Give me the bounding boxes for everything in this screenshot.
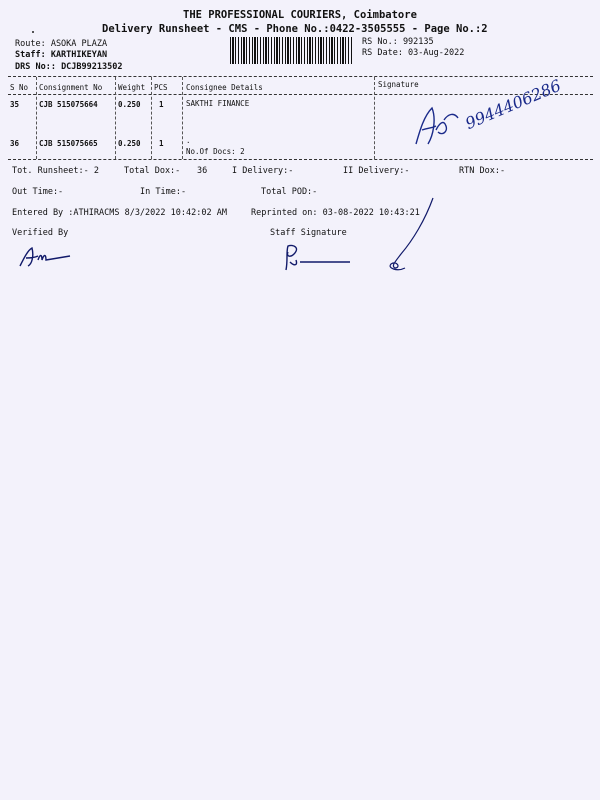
col-header-consignment: Consignment No (39, 83, 103, 92)
entered-by: Entered By :ATHIRACMS 8/3/2022 10:42:02 AM (12, 208, 227, 218)
col-header-sno: S No (10, 83, 29, 92)
rtn-dox: RTN Dox:- (459, 166, 506, 176)
drs-number (15, 62, 122, 72)
col-header-consignee: Consignee Details (186, 83, 263, 92)
table-header-rule (8, 94, 593, 95)
reprinted-on: Reprinted on: 03-08-2022 10:43:21 (251, 208, 420, 218)
rs-number: RS No.: 992135 (362, 37, 434, 47)
row-consignment: CJB 515075664 (39, 100, 98, 109)
row-consignee: . (186, 136, 191, 145)
col-divider (36, 77, 37, 159)
total-dox-label: Total Dox:- (124, 166, 181, 176)
table-top-rule (8, 76, 593, 77)
row-weight: 0.250 (118, 139, 141, 148)
row-pcs: 1 (159, 100, 164, 109)
barcode (230, 37, 352, 64)
col-header-pcs: PCS (154, 83, 168, 92)
rs-date: RS Date: 03-Aug-2022 (362, 48, 465, 58)
row-sno: 35 (10, 100, 20, 109)
col-divider (182, 77, 183, 159)
drs-value: : DCJB99213502 (50, 62, 123, 72)
col-divider (115, 77, 116, 159)
in-time: In Time:- (140, 187, 187, 197)
i-delivery: I Delivery:- (232, 166, 294, 176)
staff-signature (280, 242, 352, 274)
staff-signature-label: Staff Signature (270, 228, 347, 238)
col-divider (151, 77, 152, 159)
row-weight: 0.250 (118, 100, 141, 109)
row-consignee: SAKTHI FINANCE (186, 99, 250, 108)
col-divider (374, 77, 375, 159)
staff-label: Staff: KARTHIKEYAN (15, 50, 108, 60)
scribble-mark (383, 196, 443, 276)
handwritten-phone: 9944406286 (462, 75, 564, 133)
drs-label: DRS No: (15, 62, 51, 72)
row-sno: 36 (10, 139, 20, 148)
route-label: Route: ASOKA PLAZA (15, 39, 108, 49)
recipient-signature (410, 100, 470, 150)
total-dox-value: 36 (197, 166, 208, 176)
row-pcs: 1 (159, 139, 164, 148)
table-bottom-rule (8, 159, 593, 160)
row-consignment: CJB 515075665 (39, 139, 98, 148)
total-pod: Total POD:- (261, 187, 318, 197)
row-docs-note: No.Of Docs: 2 (186, 147, 245, 156)
mark-dot (32, 31, 34, 33)
out-time: Out Time:- (12, 187, 64, 197)
tot-runsheet: Tot. Runsheet:- 2 (12, 166, 99, 176)
col-header-signature: Signature (378, 80, 419, 89)
verifier-signature (18, 246, 73, 270)
company-title: THE PROFESSIONAL COURIERS, Coimbatore (183, 9, 417, 21)
verified-by-label: Verified By (12, 228, 69, 238)
ii-delivery: II Delivery:- (343, 166, 410, 176)
col-header-weight: Weight (118, 83, 146, 92)
runsheet-subtitle: Delivery Runsheet - CMS - Phone No.:0422-3505555 - Page No.:2 (102, 23, 488, 35)
